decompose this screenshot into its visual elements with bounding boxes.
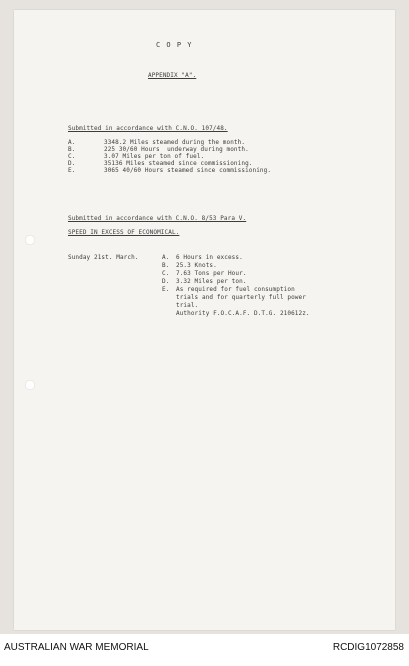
section1-item-letter: E. xyxy=(68,167,76,174)
section1-item-text: 225 30/60 Hours underway during month. xyxy=(104,146,249,153)
section2-continuation-line: trial. xyxy=(176,302,199,309)
archive-credit: AUSTRALIAN WAR MEMORIAL xyxy=(4,642,149,653)
punch-hole-top xyxy=(25,235,35,245)
section2-date: Sunday 21st. March. xyxy=(68,254,139,261)
section2-item-text: 6 Hours in excess. xyxy=(176,254,243,261)
section2-item-text: As required for fuel consumption xyxy=(176,286,295,293)
section1-item-text: 3348.2 Miles steamed during the month. xyxy=(104,139,246,146)
section2-continuation-line: trials and for quarterly full power xyxy=(176,294,306,301)
section1-item-text: 35136 Miles steamed since commissioning. xyxy=(104,160,253,167)
punch-hole-bottom xyxy=(25,380,35,390)
section1-item-letter: A. xyxy=(68,139,76,146)
archive-reference: RCDIG1072858 xyxy=(332,642,404,653)
section2-authority-line: Authority F.O.C.A.F. D.T.G. 210612z. xyxy=(176,310,310,317)
appendix-title: APPENDIX "A". xyxy=(148,72,197,79)
section2-item-letter: E. xyxy=(162,286,170,293)
section1-item-text: 3.07 Miles per ton of fuel. xyxy=(104,153,205,160)
section2-title: Submitted in accordance with C.N.O. 8/53 Para V. xyxy=(68,215,247,222)
section2-item-text: 25.3 Knots. xyxy=(176,262,217,269)
section2-item-letter: A. xyxy=(162,254,170,261)
document-page xyxy=(14,10,395,630)
section1-item-letter: C. xyxy=(68,153,76,160)
section2-item-text: 7.63 Tons per Hour. xyxy=(176,270,247,277)
section1-item-letter: D. xyxy=(68,160,76,167)
section1-item-letter: B. xyxy=(68,146,76,153)
section2-item-text: 3.32 Miles per ton. xyxy=(176,278,247,285)
copy-heading: C O P Y xyxy=(156,41,193,49)
section2-item-letter: C. xyxy=(162,270,170,277)
section2-item-letter: B. xyxy=(162,262,170,269)
section1-title: Submitted in accordance with C.N.O. 107/48. xyxy=(68,125,228,132)
section2-item-letter: D. xyxy=(162,278,170,285)
section1-item-text: 3065 40/60 Hours steamed since commissioning. xyxy=(104,167,272,174)
section2-subtitle: SPEED IN EXCESS OF ECONOMICAL. xyxy=(68,229,180,236)
